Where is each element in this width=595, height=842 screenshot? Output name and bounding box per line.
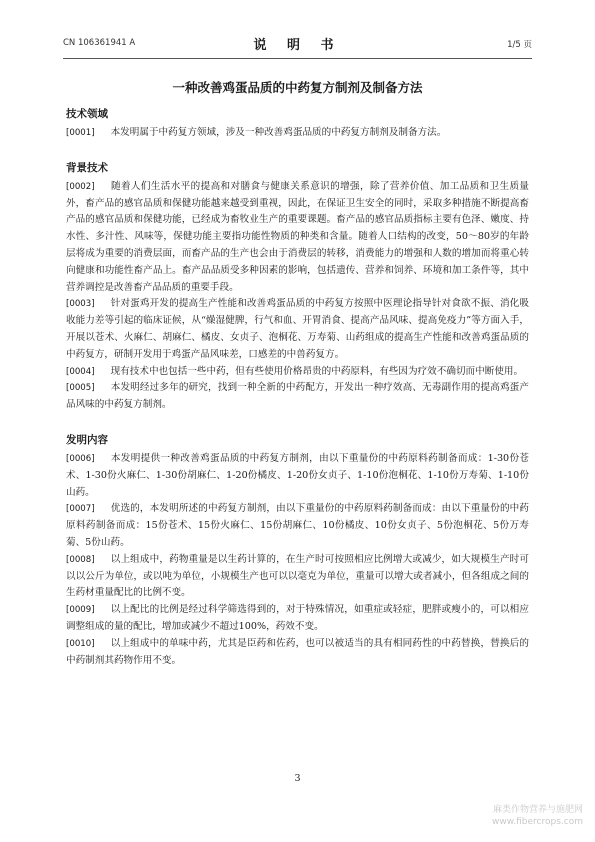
patent-number: CN 106361941 A	[63, 38, 136, 48]
paragraph	[66, 125, 529, 142]
watermark-site-name: 麻类作物营养与施肥网	[492, 805, 583, 815]
paragraph-text: 以上组成中的单味中药，尤其是臣药和佐药，也可以被适当的具有相同药性的中药替换，替换后的中药制剂其药物作用不变。	[66, 637, 529, 666]
paragraph-text: 以上组成中，药物重量是以生药计算的，在生产时可按照相应比例增大或减少，如大规模生产时可以以公斤为单位，或以吨为单位，小规模生产也可以以毫克为单位，重量可以增大或者减小，但各组成之间的生药材重量配比的比例不变。	[66, 553, 529, 599]
watermark-url: www.fibercrops.com	[492, 817, 583, 827]
paragraph-number: [0001]	[66, 128, 95, 138]
paragraph	[66, 501, 529, 551]
page-indicator: 1/5 页	[507, 40, 532, 50]
paragraph-number: [0003]	[66, 299, 95, 310]
section-heading: 背景技术	[66, 161, 108, 174]
paragraph	[66, 451, 529, 501]
page-header	[63, 34, 532, 54]
document-type: 说 明 书	[253, 38, 342, 53]
paragraph	[66, 636, 529, 670]
paragraph-text: 本发明属于中药复方领域，涉及一种改善鸡蛋品质的中药复方制剂及制备方法。	[110, 127, 447, 138]
page-number: 3	[294, 773, 301, 784]
paragraph	[66, 380, 529, 414]
paragraph	[66, 552, 529, 602]
section-heading: 发明内容	[66, 433, 108, 446]
document-body	[66, 106, 529, 669]
paragraph-text: 本发明提供一种改善鸡蛋品质的中药复方制剂，由以下重量份的中药原料药制备而成：1-30份苍术、1-30份火麻仁、1-30份胡麻仁、1-20份橘皮、1-20份女贞子、1-10份泡桐花、1-10份万寿菊、1-10份山药。	[66, 452, 529, 498]
header-divider	[63, 58, 532, 59]
paragraph	[66, 296, 529, 363]
paragraph-number: [0010]	[66, 638, 95, 649]
paragraph-text: 以上配比的比例是经过科学筛选得到的，对于特殊情况，如重症或轻症，肥胖或瘦小的，可以相应调整组成的量的配比，增加或减少不超过100%，药效不变。	[66, 604, 529, 632]
section-heading: 技术领域	[66, 108, 108, 120]
paragraph-text: 随着人们生活水平的提高和对膳食与健康关系意识的增强，除了营养价值、加工品质和卫生质量外，畜产品的感官品质和保健功能越来越受到重视，因此，在保证卫生安全的同时，采取多种措施不断提高畜产品的感官品质和保健功能，已经成为畜牧业生产的重要课题。畜产品的感官品质指标主要有色泽、嫩度、持水性、多汁性、风味等，保健功能主要指功能性物质的种类和含量。随着人口结构的改变，50～80岁的年龄层将成为重要的消费层面，而畜产品的生产也会由于消费层的转移，消费能力的增强和人数的增加而将重心转向健康和功能性畜产品上。畜产品品质受多种因素的影响，包括遗传、营养和饲养、环境和加工条件等，其中营养调控是改善畜产品品质的重要手段。	[66, 180, 529, 293]
paragraph-text: 针对蛋鸡开发的提高生产性能和改善鸡蛋品质的中药复方按照中医理论指导针对食欲不振、消化吸收能力差等引起的临床证候，从“燥湿健脾，行气和血、开胃消食、提高产品风味、提高免疫力”等方面入手，开展以苍术、火麻仁、胡麻仁、橘皮、女贞子、泡桐花、万寿菊、山药组成的提高生产性能和改善鸡蛋品质的中药复方，研制开发用于鸡蛋产品风味差，口感差的中兽药复方。	[66, 298, 529, 360]
document-title: 一种改善鸡蛋品质的中药复方制剂及制备方法	[172, 80, 423, 95]
paragraph-number: [0008]	[66, 554, 95, 565]
paragraph	[66, 179, 529, 297]
paragraph-text: 优选的，本发明所述的中药复方制剂，由以下重量份的中药原料药制备而成：由以下重量份的中药原料药制备而成：15份苍术、15份火麻仁、15份胡麻仁、10份橘皮、10份女贞子、5份泡桐花、5份万寿菊、5份山药。	[66, 503, 529, 548]
paragraph-number: [0005]	[66, 383, 95, 394]
site-watermark	[492, 804, 583, 828]
paragraph-number: [0002]	[66, 181, 95, 192]
paragraph-number: [0004]	[66, 366, 95, 377]
paragraph-text: 现有技术中也包括一些中药，但有些使用价格昂贵的中药原料，有些因为疗效不确切而中断使用。	[110, 365, 524, 377]
paragraph-number: [0006]	[66, 453, 95, 464]
paragraph-text: 本发明经过多年的研究，找到一种全新的中药配方，开发出一种疗效高、无毒副作用的提高鸡蛋产品风味的中药复方制剂。	[66, 382, 529, 411]
paragraph-number: [0009]	[66, 605, 95, 616]
paragraph	[66, 364, 529, 381]
paragraph-number: [0007]	[66, 504, 95, 515]
paragraph	[66, 602, 529, 636]
